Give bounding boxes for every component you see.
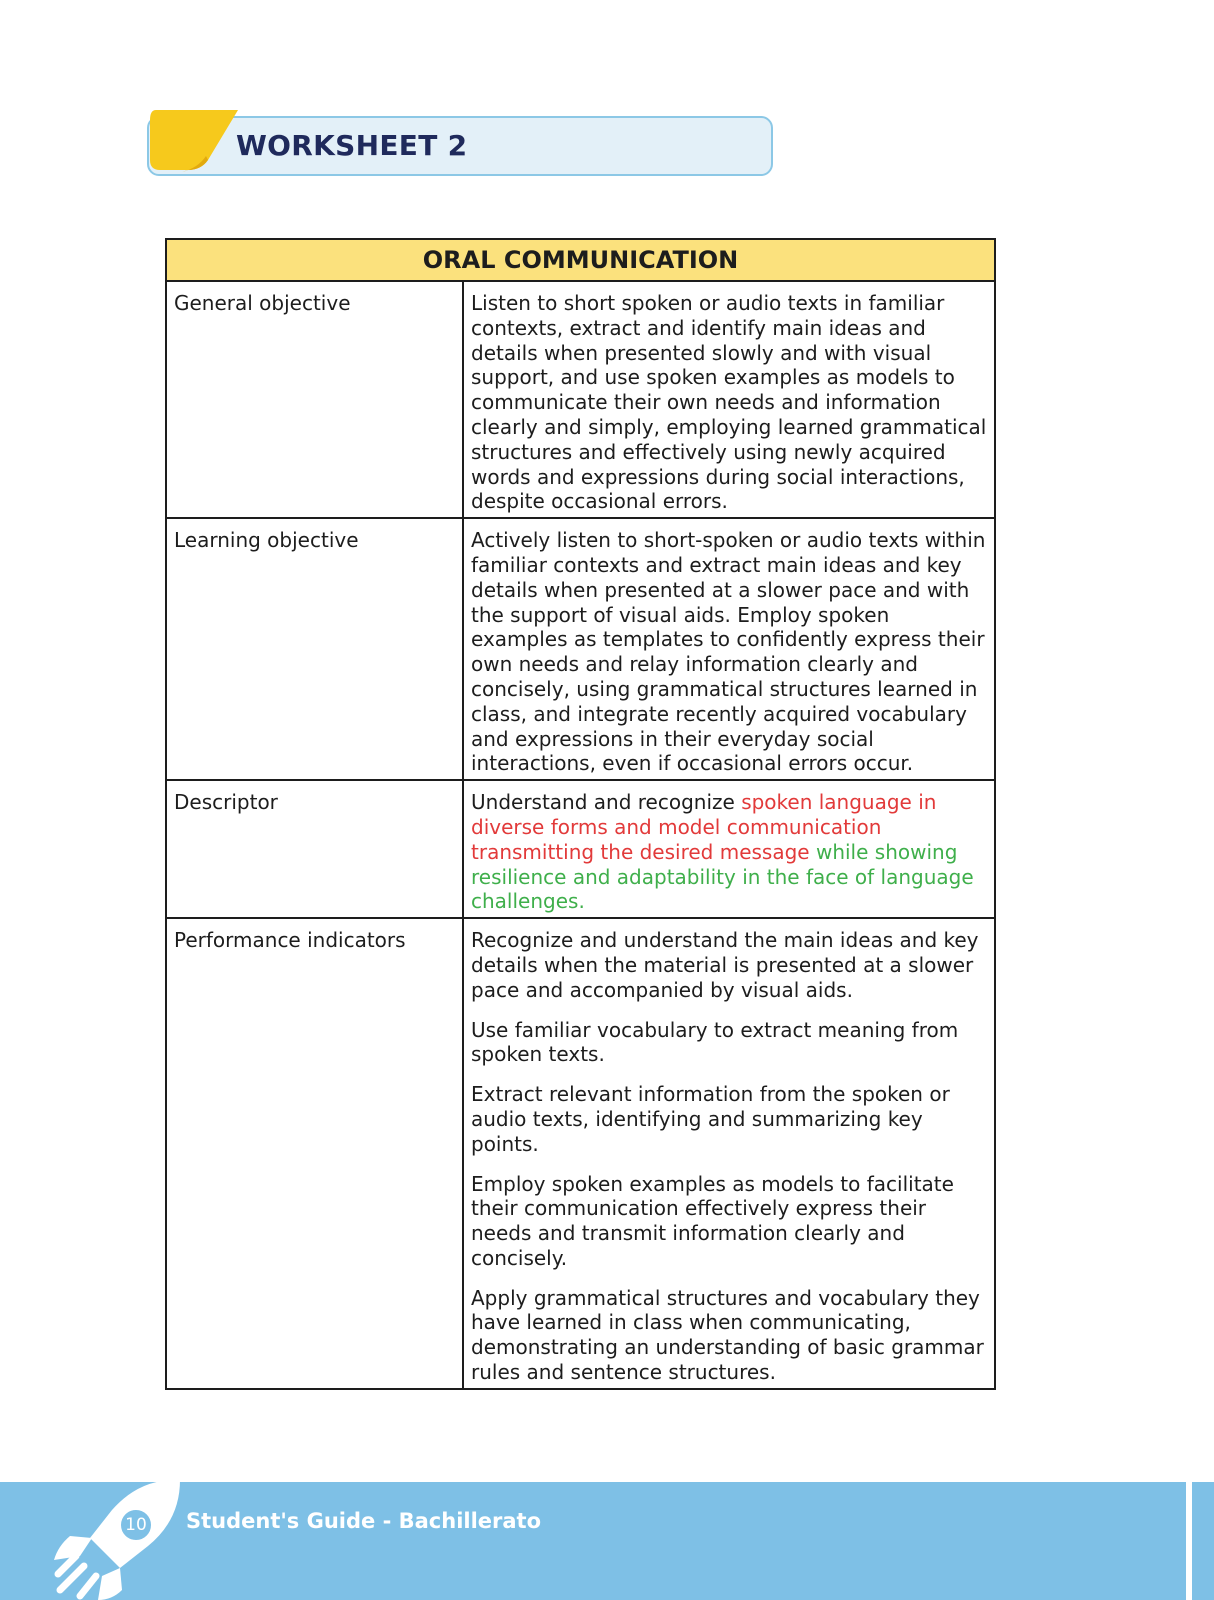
row-text — [463, 918, 995, 1389]
descriptor-text-red: spoken language in diverse forms and model communication transmitting the desired message — [471, 790, 937, 864]
row-label: Performance indicators — [166, 918, 463, 1389]
table-title: ORAL COMMUNICATION — [166, 239, 995, 281]
table-header-row — [166, 239, 995, 281]
rocket-icon — [40, 1476, 190, 1600]
table-row-learning-objective — [166, 518, 995, 780]
performance-indicator: Use familiar vocabulary to extract meaning from spoken texts. — [471, 1017, 959, 1067]
performance-indicator: Apply grammatical structures and vocabulary they have learned in class when communicating, demonstrating an understanding of basic grammar rules and sentence structures. — [471, 1285, 984, 1385]
row-label: General objective — [166, 281, 463, 518]
row-text — [463, 780, 995, 918]
row-text: Actively listen to short-spoken or audio texts within familiar contexts and extract main ideas and key details when presented at a slower pace and with the support of visual aids. Employ spoken examples as templates to confidently express their own needs and relay information clearly and concisely, using grammatical structures learned in class, and integrate recently acquired vocabulary and expressions in their everyday social interactions, even if occasional errors occur. — [463, 518, 995, 780]
worksheet-title: WORKSHEET 2 — [236, 129, 468, 162]
performance-indicator: Recognize and understand the main ideas and key details when the material is presented at a slower pace and accompanied by visual aids. — [471, 928, 979, 1002]
page-number-badge: 10 — [119, 1508, 153, 1542]
footer-edge-strip — [1186, 1482, 1192, 1600]
oral-communication-table — [165, 238, 996, 1390]
table-row-performance-indicators — [166, 918, 995, 1389]
row-text: Listen to short spoken or audio texts in familiar contexts, extract and identify main ideas and details when presented slowly and with visual support, and use spoken examples as models to communicate their own needs and information clearly and simply, employing learned grammatical structures and effectively using newly acquired words and expressions during social interactions, despite occasional errors. — [463, 281, 995, 518]
row-label: Descriptor — [166, 780, 463, 918]
performance-indicator: Employ spoken examples as models to facilitate their communication effectively express their needs and transmit information clearly and concisely. — [471, 1171, 954, 1270]
descriptor-text-plain: Understand and recognize — [471, 790, 742, 815]
table-row-descriptor — [166, 780, 995, 918]
footer-title: Student's Guide - Bachillerato — [186, 1509, 542, 1533]
banner-accent-shape — [146, 110, 246, 172]
row-label: Learning objective — [166, 518, 463, 780]
descriptor-text-green: while showing resilience and adaptability in the face of language challenges. — [471, 839, 974, 914]
table-row-general-objective — [166, 281, 995, 518]
performance-indicator: Extract relevant information from the spoken or audio texts, identifying and summarizing key points. — [471, 1082, 950, 1156]
